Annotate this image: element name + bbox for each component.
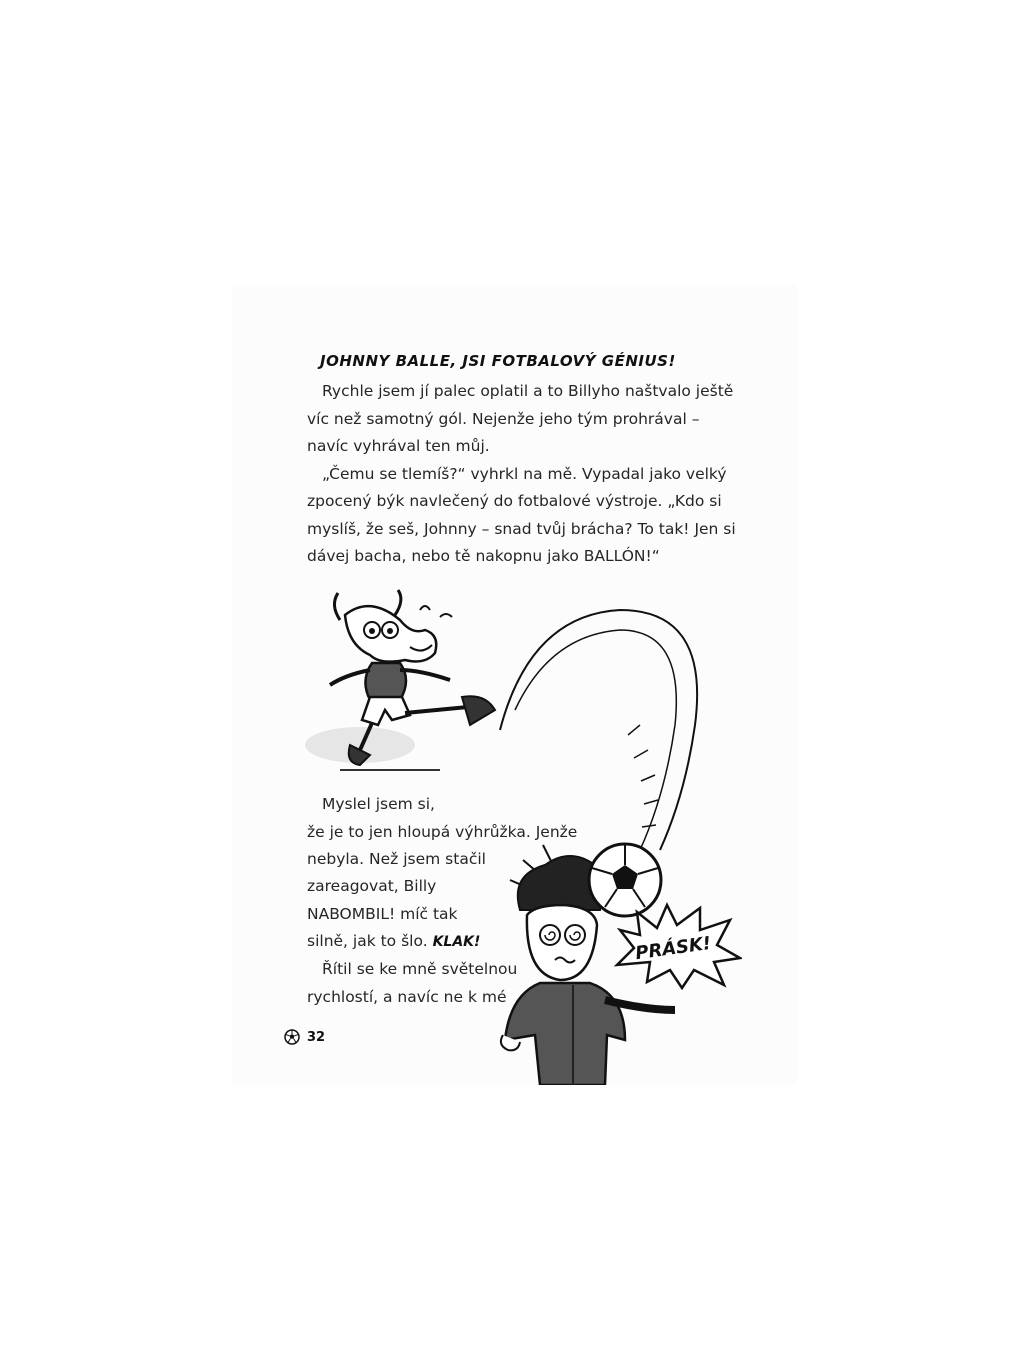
text-line-with-effect: [307, 932, 480, 950]
text-line: Řítil se ke mně světelnou: [322, 960, 518, 978]
chapter-title: JOHNNY BALLE, JSI FOTBALOVÝ GÉNIUS!: [320, 352, 676, 370]
text-line: myslíš, že seš, Johnny – snad tvůj brácha? To tak! Jen si: [307, 520, 736, 538]
ball-trajectory-illustration: [490, 595, 720, 865]
text-line: rychlostí, a navíc ne k mé: [307, 988, 507, 1006]
text-line: „Čemu se tlemíš?“ vyhrkl na mě. Vypadal jako velký: [322, 465, 727, 483]
text-line: víc než samotný gól. Nejenže jeho tým prohrával –: [307, 410, 700, 428]
text-line: NABOMBIL! míč tak: [307, 905, 458, 923]
klak-sound-effect: KLAK!: [432, 934, 481, 950]
text-line: navíc vyhrával ten můj.: [307, 437, 490, 455]
text-line: nebyla. Než jsem stačil: [307, 850, 486, 868]
text-line: zpocený býk navlečený do fotbalové výstroje. „Kdo si: [307, 492, 722, 510]
text-line: dávej bacha, nebo tě nakopnu jako BALLÓN!“: [307, 547, 660, 565]
text-line: že je to jen hloupá výhrůžka. Jenže: [307, 823, 578, 841]
prask-text: PRÁSK!: [634, 932, 713, 965]
prask-burst-illustration: [612, 900, 742, 990]
text-segment: silně, jak to šlo.: [307, 932, 428, 950]
text-line: Myslel jsem si,: [322, 795, 435, 813]
page-number: 32: [307, 1030, 326, 1045]
text-line: zareagovat, Billy: [307, 877, 437, 895]
soccer-ball-icon: [284, 1029, 300, 1045]
text-line: Rychle jsem jí palec oplatil a to Billyho naštvalo ještě: [322, 382, 734, 400]
bull-player-illustration: [300, 585, 500, 780]
